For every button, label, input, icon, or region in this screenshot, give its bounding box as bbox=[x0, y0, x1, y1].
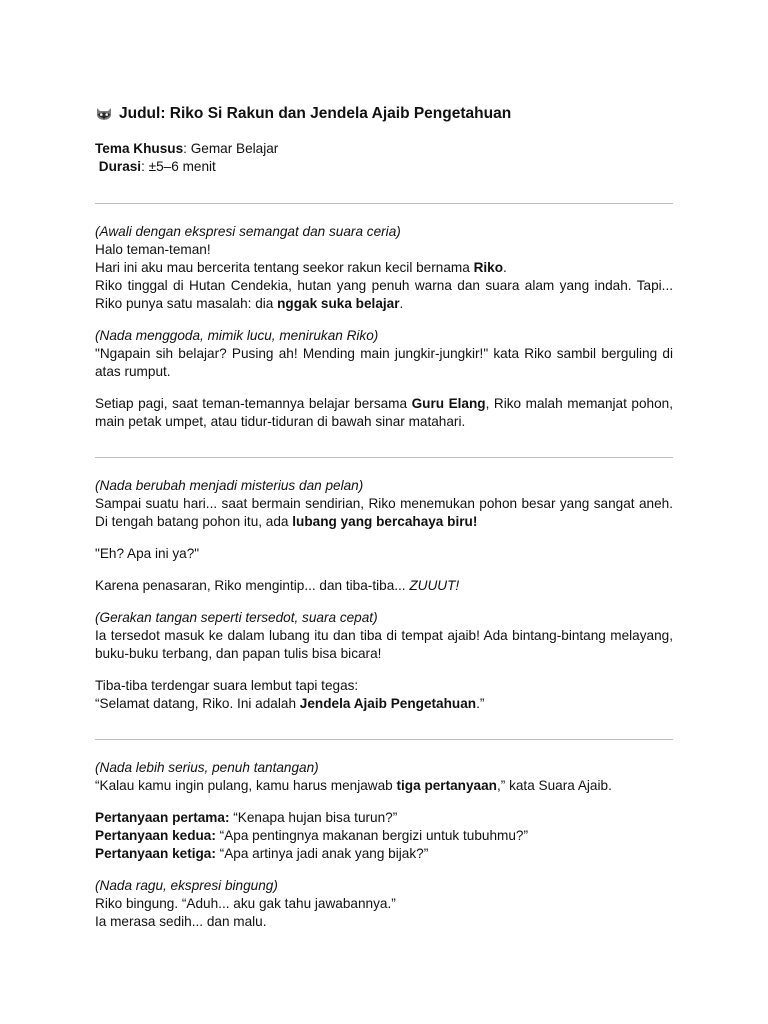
story-line: Karena penasaran, Riko mengintip... dan tiba-tiba... ZUUUT! bbox=[95, 578, 460, 593]
story-line: Riko bingung. “Aduh... aku gak tahu jawabannya.” bbox=[95, 896, 396, 911]
story-paragraph: "Ngapain sih belajar? Pusing ah! Mending main jungkir-jungkir!" kata Riko sambil berguling di atas rumput. bbox=[95, 346, 673, 379]
story-line: Halo teman-teman! bbox=[95, 242, 211, 257]
stage-direction: (Nada menggoda, mimik lucu, menirukan Riko) bbox=[95, 328, 379, 343]
question-line: Pertanyaan pertama: “Kenapa hujan bisa turun?” bbox=[95, 810, 398, 825]
divider-2 bbox=[95, 457, 673, 458]
story-line: Hari ini aku mau bercerita tentang seekor rakun kecil bernama Riko. bbox=[95, 260, 507, 275]
story-paragraph: Setiap pagi, saat teman-temannya belajar bersama Guru Elang, Riko malah memanjat pohon, main petak umpet, atau tidur-tiduran di bawah sinar matahari. bbox=[95, 396, 673, 429]
title-text: Judul: Riko Si Rakun dan Jendela Ajaib Pengetahuan bbox=[119, 105, 512, 122]
raccoon-icon bbox=[95, 107, 113, 121]
story-line: "Eh? Apa ini ya?" bbox=[95, 546, 200, 561]
durasi-label: Durasi bbox=[98, 159, 142, 174]
divider-3 bbox=[95, 739, 673, 740]
tema-line bbox=[95, 140, 673, 158]
stage-direction: (Gerakan tangan seperti tersedot, suara cepat) bbox=[95, 610, 378, 625]
stage-direction: (Nada lebih serius, penuh tantangan) bbox=[95, 760, 319, 775]
tema-value: : Gemar Belajar bbox=[183, 141, 279, 156]
story-line: Tiba-tiba terdengar suara lembut tapi tegas: bbox=[95, 678, 359, 693]
tema-label: Tema Khusus bbox=[95, 141, 184, 156]
divider-1 bbox=[95, 203, 673, 204]
document-content bbox=[95, 104, 673, 931]
story-paragraph: Sampai suatu hari... saat bermain sendirian, Riko menemukan pohon besar yang sangat aneh. Di tengah batang pohon itu, ada lubang yang bercahaya biru! bbox=[95, 496, 673, 529]
story-line: Ia merasa sedih... dan malu. bbox=[95, 914, 267, 929]
document-title bbox=[95, 104, 673, 124]
durasi-value: : ±5–6 menit bbox=[141, 159, 216, 174]
durasi-line bbox=[95, 158, 673, 176]
question-line: Pertanyaan ketiga: “Apa artinya jadi anak yang bijak?” bbox=[95, 846, 429, 861]
stage-direction: (Nada berubah menjadi misterius dan pelan) bbox=[95, 478, 364, 493]
question-line: Pertanyaan kedua: “Apa pentingnya makanan bergizi untuk tubuhmu?” bbox=[95, 828, 528, 843]
stage-direction: (Nada ragu, ekspresi bingung) bbox=[95, 878, 278, 893]
stage-direction: (Awali dengan ekspresi semangat dan suara ceria) bbox=[95, 224, 401, 239]
meta-block bbox=[95, 140, 673, 176]
story-paragraph: Ia tersedot masuk ke dalam lubang itu dan tiba di tempat ajaib! Ada bintang-bintang melayang, buku-buku terbang, dan papan tulis bisa bicara! bbox=[95, 628, 673, 661]
story-line: “Selamat datang, Riko. Ini adalah Jendela Ajaib Pengetahuan.” bbox=[95, 696, 485, 711]
story-paragraph: Riko tinggal di Hutan Cendekia, hutan yang penuh warna dan suara alam yang indah. Tapi... Riko punya satu masalah: dia nggak suka belajar. bbox=[95, 278, 673, 311]
story-line: “Kalau kamu ingin pulang, kamu harus menjawab tiga pertanyaan,” kata Suara Ajaib. bbox=[95, 778, 612, 793]
